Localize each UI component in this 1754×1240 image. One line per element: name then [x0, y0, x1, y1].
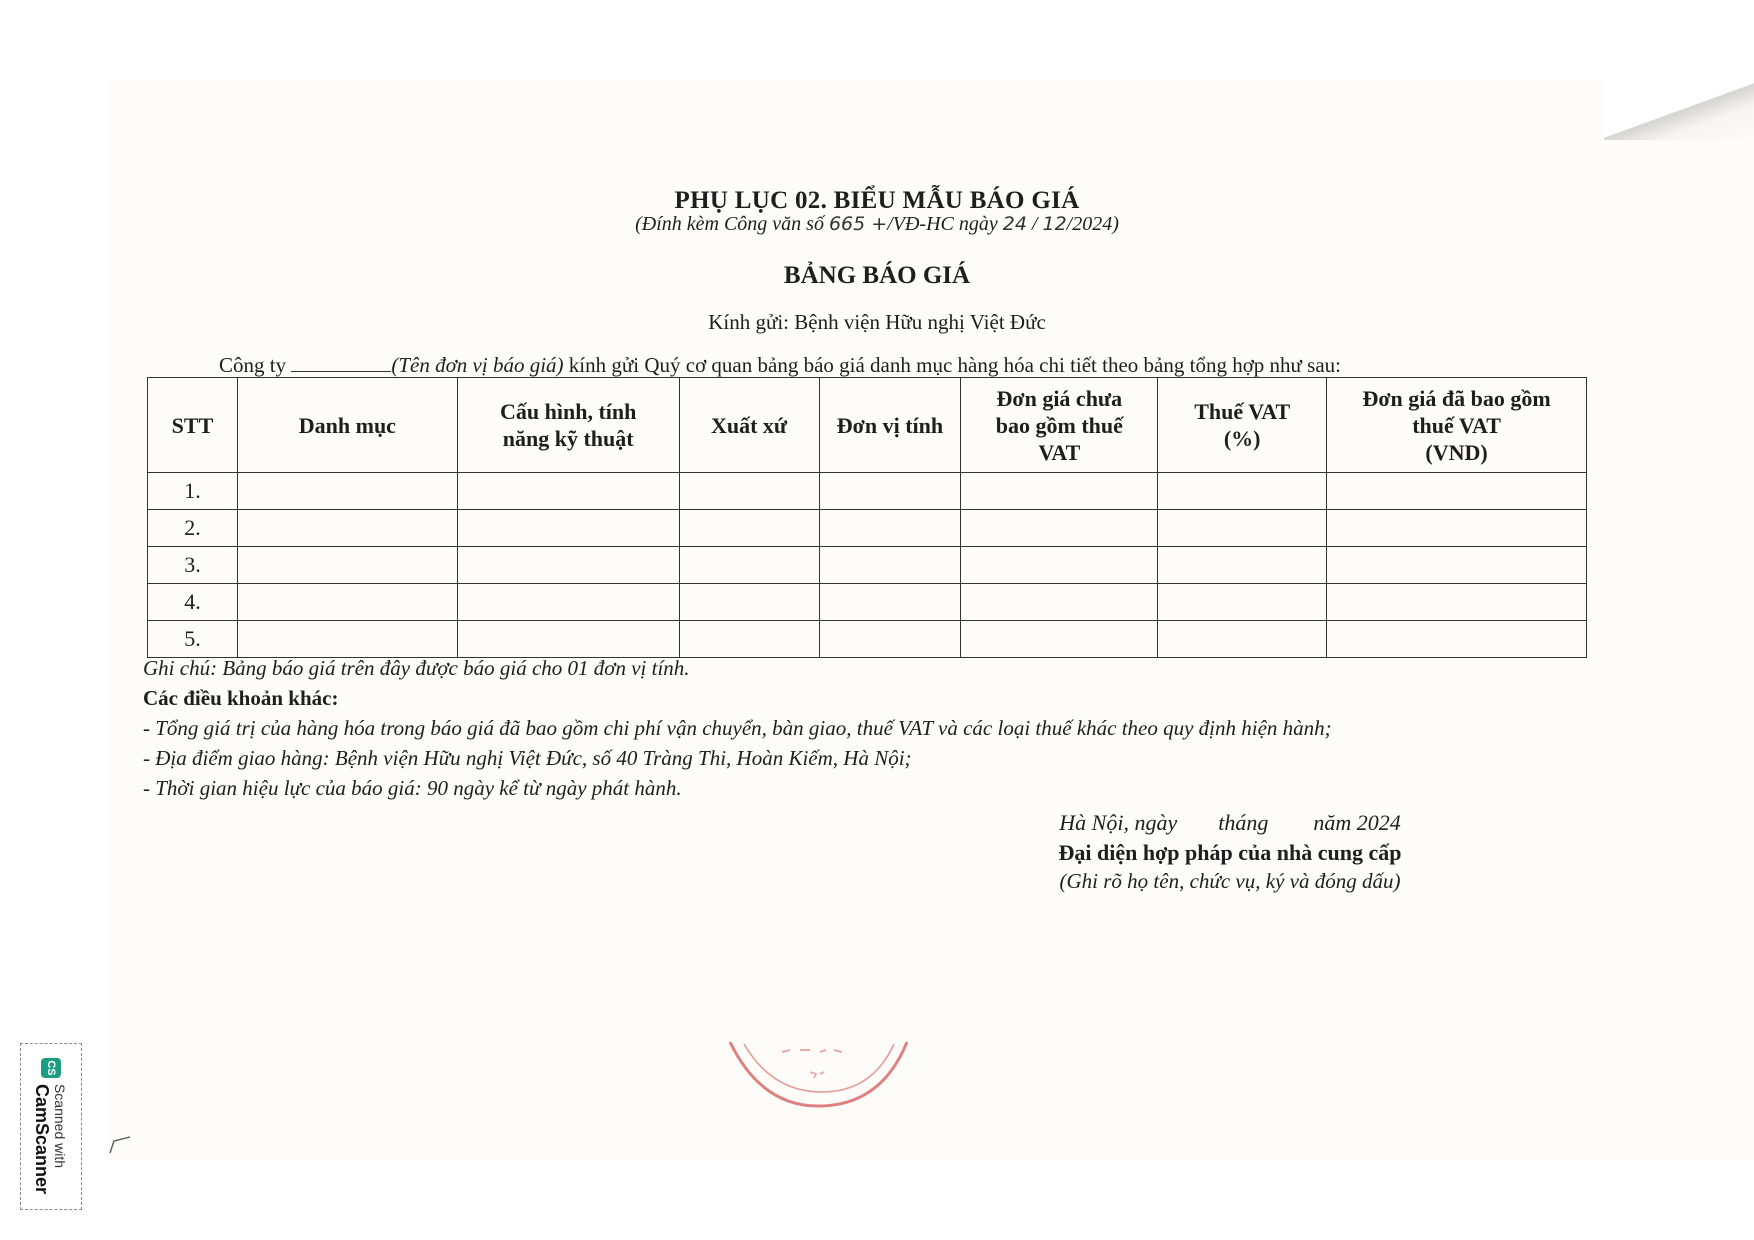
subtitle-middle: /VĐ-HC ngày	[887, 213, 1003, 235]
cell-danh-muc[interactable]	[237, 473, 457, 510]
term-item: - Thời gian hiệu lực của báo giá: 90 ngày kể từ ngày phát hành.	[143, 776, 682, 800]
term-item: - Tổng giá trị của hàng hóa trong báo giá đã bao gồm chi phí vận chuyển, bàn giao, thuế VAT và các loại thuế khác theo quy định hiện hành;	[143, 716, 1332, 740]
cell-don-vi[interactable]	[819, 547, 961, 584]
handwritten-doc-number: 665 +	[828, 213, 888, 235]
table-row	[148, 547, 1587, 584]
header-thue-vat: Thuế VAT (%)	[1158, 378, 1327, 473]
cell-danh-muc[interactable]	[237, 584, 457, 621]
date-month: tháng	[1218, 810, 1269, 835]
camscanner-badge	[20, 1043, 82, 1210]
row-number: 1.	[148, 473, 238, 510]
cell-cau-hinh[interactable]	[457, 547, 679, 584]
header-don-vi-tinh: Đơn vị tính	[819, 378, 961, 473]
table-row	[148, 510, 1587, 547]
terms-heading: Các điều khoản khác:	[143, 686, 339, 710]
cell-danh-muc[interactable]	[237, 547, 457, 584]
cell-xuat-xu[interactable]	[679, 584, 819, 621]
row-number: 3.	[148, 547, 238, 584]
subtitle-prefix: (Đính kèm Công văn số	[635, 213, 829, 235]
cell-don-gia-chua[interactable]	[961, 547, 1158, 584]
cell-don-vi[interactable]	[819, 510, 961, 547]
camscanner-logo: CS	[41, 1058, 61, 1078]
intro-placeholder: (Tên đơn vị báo giá)	[391, 353, 564, 377]
header-cau-hinh: Cấu hình, tính năng kỹ thuật	[457, 378, 679, 473]
cell-xuat-xu[interactable]	[679, 510, 819, 547]
cell-thue[interactable]	[1158, 510, 1327, 547]
notes-section	[143, 653, 1332, 803]
intro-company: Công ty	[219, 353, 287, 377]
header-stt: STT	[148, 378, 238, 473]
document-subtitle	[0, 213, 1754, 236]
cell-thue[interactable]	[1158, 547, 1327, 584]
cell-thue[interactable]	[1158, 621, 1327, 658]
table-row	[148, 584, 1587, 621]
cell-don-gia-da[interactable]	[1327, 621, 1587, 658]
cell-danh-muc[interactable]	[237, 621, 457, 658]
camscanner-line2: CamScanner	[32, 1083, 52, 1195]
folded-corner	[1604, 80, 1754, 140]
cell-don-gia-da[interactable]	[1327, 473, 1587, 510]
cell-danh-muc[interactable]	[237, 510, 457, 547]
note-line: Ghi chú: Bảng báo giá trên đây được báo giá cho 01 đơn vị tính.	[143, 656, 690, 680]
header-row	[148, 378, 1587, 473]
table-row	[148, 621, 1587, 658]
cell-don-vi[interactable]	[819, 621, 961, 658]
cell-cau-hinh[interactable]	[457, 584, 679, 621]
signature-date	[995, 810, 1465, 836]
table-row	[148, 473, 1587, 510]
cell-xuat-xu[interactable]	[679, 547, 819, 584]
header-don-gia-da-vat: Đơn giá đã bao gồm thuế VAT (VND)	[1327, 378, 1587, 473]
cell-don-vi[interactable]	[819, 473, 961, 510]
date-prefix: Hà Nội, ngày	[1059, 810, 1178, 835]
cell-don-gia-da[interactable]	[1327, 584, 1587, 621]
subtitle-suffix: /2024)	[1066, 213, 1119, 235]
cell-xuat-xu[interactable]	[679, 621, 819, 658]
intro-rest: kính gửi Quý cơ quan bảng báo giá danh mục hàng hóa chi tiết theo bảng tổng hợp như sau:	[563, 353, 1342, 377]
cell-cau-hinh[interactable]	[457, 621, 679, 658]
quote-table	[147, 377, 1587, 658]
header-danh-muc: Danh mục	[237, 378, 457, 473]
subtitle-date-sep: /	[1026, 213, 1043, 235]
company-name-blank	[291, 357, 391, 372]
row-number: 4.	[148, 584, 238, 621]
cell-don-gia-chua[interactable]	[961, 584, 1158, 621]
cell-thue[interactable]	[1158, 584, 1327, 621]
signature-role: Đại diện hợp pháp của nhà cung cấp	[1058, 840, 1402, 865]
header-xuat-xu: Xuất xứ	[679, 378, 819, 473]
date-year: năm 2024	[1313, 810, 1401, 835]
pen-mark-icon	[108, 1135, 132, 1155]
greeting-line: Kính gửi: Bệnh viện Hữu nghị Việt Đức	[708, 310, 1046, 334]
intro-line	[219, 353, 1341, 378]
cell-cau-hinh[interactable]	[457, 510, 679, 547]
camscanner-line1: Scanned with	[52, 1083, 68, 1169]
document-title: PHỤ LỤC 02. BIỂU MẪU BÁO GIÁ	[674, 187, 1080, 214]
cell-thue[interactable]	[1158, 473, 1327, 510]
row-number: 2.	[148, 510, 238, 547]
handwritten-day: 24	[1002, 213, 1027, 235]
cell-don-vi[interactable]	[819, 584, 961, 621]
cell-don-gia-da[interactable]	[1327, 510, 1587, 547]
cell-xuat-xu[interactable]	[679, 473, 819, 510]
row-number: 5.	[148, 621, 238, 658]
handwritten-month: 12	[1042, 213, 1067, 235]
signature-hint: (Ghi rõ họ tên, chức vụ, ký và đóng dấu)	[1059, 869, 1401, 893]
document-heading: BẢNG BÁO GIÁ	[783, 262, 971, 289]
red-stamp-icon	[722, 1020, 912, 1120]
cell-don-gia-chua[interactable]	[961, 510, 1158, 547]
cell-don-gia-chua[interactable]	[961, 621, 1158, 658]
term-item: - Địa điểm giao hàng: Bệnh viện Hữu nghị Việt Đức, số 40 Tràng Thi, Hoàn Kiếm, Hà Nội;	[143, 746, 912, 770]
header-don-gia-chua-vat: Đơn giá chưa bao gồm thuế VAT	[961, 378, 1158, 473]
cell-cau-hinh[interactable]	[457, 473, 679, 510]
cell-don-gia-chua[interactable]	[961, 473, 1158, 510]
cell-don-gia-da[interactable]	[1327, 547, 1587, 584]
